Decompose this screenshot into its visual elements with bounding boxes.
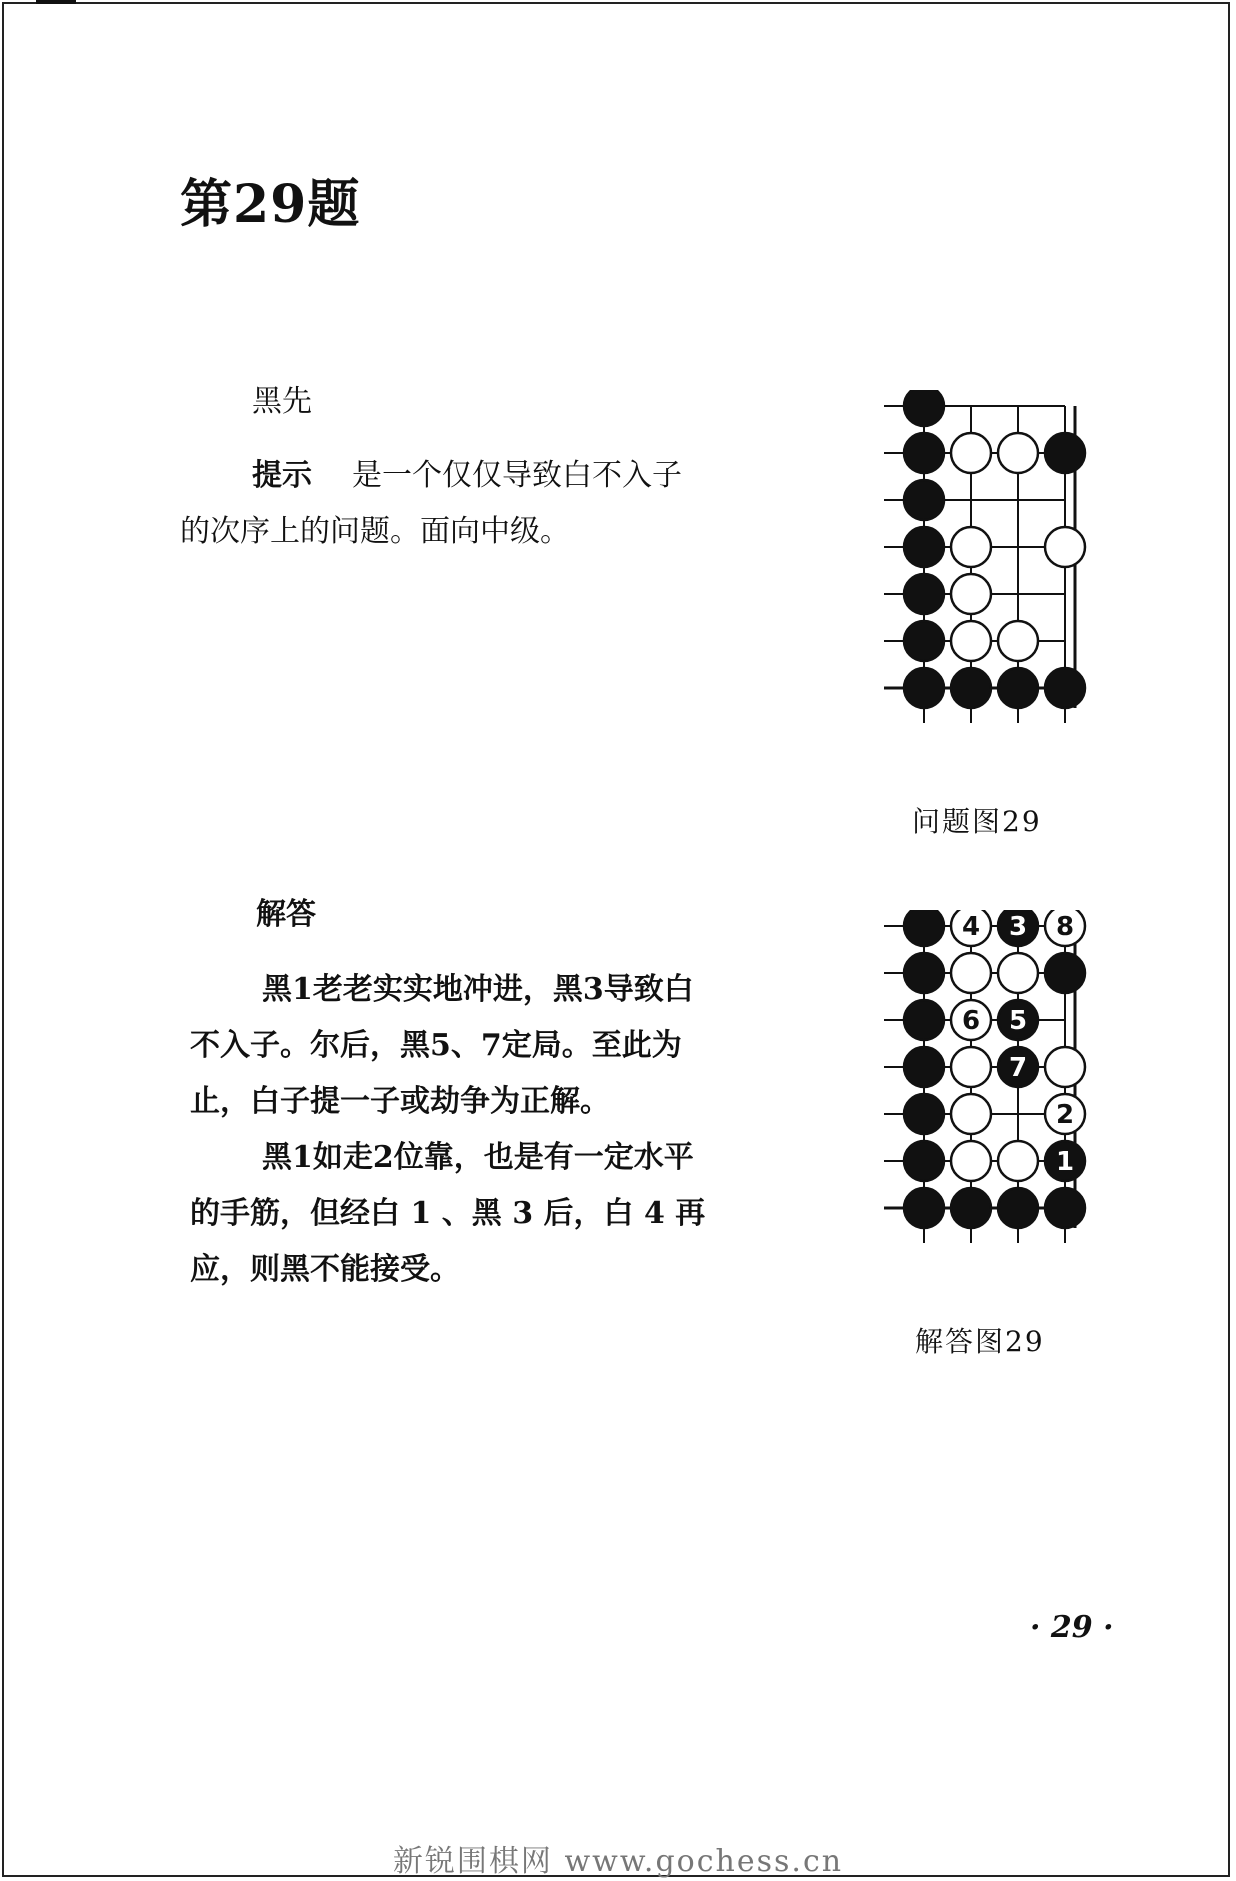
answer-line: 黑1如走2位靠，也是有一定水平 xyxy=(262,1140,694,1175)
hint-text-2: 的次序上的问题。面向中级。 xyxy=(180,514,570,549)
black-stone xyxy=(1045,433,1085,473)
white-stone xyxy=(951,527,991,567)
hint-label: 提示 xyxy=(252,458,312,493)
white-stone xyxy=(1045,1047,1085,1087)
white-stone xyxy=(1045,1094,1085,1134)
answer-line: 应，则黑不能接受。 xyxy=(190,1252,460,1287)
black-stone xyxy=(951,668,991,708)
black-stone xyxy=(904,953,944,993)
move-number: 8 xyxy=(1055,912,1075,942)
problem-title: 第29题 xyxy=(180,174,361,235)
black-stone xyxy=(904,668,944,708)
black-stone xyxy=(1045,1141,1085,1181)
black-stone xyxy=(998,1047,1038,1087)
white-stone xyxy=(951,1047,991,1087)
problem-board xyxy=(860,390,1100,760)
black-stone xyxy=(1045,1188,1085,1228)
white-stone xyxy=(951,433,991,473)
white-stone xyxy=(1045,910,1085,946)
answer-board xyxy=(860,910,1100,1280)
answer-line: 的手筋，但经白 1 、黑 3 后，白 4 再 xyxy=(190,1196,706,1231)
answer-line: 不入子。尔后，黑5、7定局。至此为 xyxy=(190,1028,682,1063)
black-stone xyxy=(904,910,944,946)
white-stone xyxy=(951,574,991,614)
answer-caption: 解答图29 xyxy=(915,1325,1045,1358)
black-stone xyxy=(998,1000,1038,1040)
move-number: 2 xyxy=(1055,1100,1075,1130)
black-stone xyxy=(904,621,944,661)
black-stone xyxy=(951,1188,991,1228)
problem-caption: 问题图29 xyxy=(912,805,1042,838)
white-stone xyxy=(998,1141,1038,1181)
white-stone xyxy=(951,1000,991,1040)
black-stone xyxy=(904,527,944,567)
white-stone xyxy=(951,910,991,946)
white-stone xyxy=(998,621,1038,661)
move-number: 4 xyxy=(961,912,981,942)
move-number: 5 xyxy=(1008,1006,1028,1036)
black-stone xyxy=(904,1000,944,1040)
answer-line: 止，白子提一子或劫争为正解。 xyxy=(190,1084,610,1119)
footer-watermark: 新锐围棋网 www.gochess.cn xyxy=(392,1844,844,1879)
black-stone xyxy=(1045,953,1085,993)
answer-line: 黑1老老实实地冲进，黑3导致白 xyxy=(262,972,694,1007)
black-stone xyxy=(998,1188,1038,1228)
white-stone xyxy=(998,953,1038,993)
black-stone xyxy=(904,390,944,426)
black-stone xyxy=(1045,668,1085,708)
white-stone xyxy=(951,1094,991,1134)
move-number: 1 xyxy=(1055,1147,1075,1177)
black-stone xyxy=(904,574,944,614)
black-stone xyxy=(904,480,944,520)
black-stone xyxy=(998,910,1038,946)
black-stone xyxy=(904,1188,944,1228)
move-number: 3 xyxy=(1008,912,1028,942)
black-stone xyxy=(998,668,1038,708)
black-stone xyxy=(904,433,944,473)
hint-text-1: 是一个仅仅导致白不入子 xyxy=(352,458,682,493)
answer-heading: 解答 xyxy=(256,897,316,932)
white-stone xyxy=(1045,527,1085,567)
side-to-move: 黑先 xyxy=(252,384,312,419)
black-stone xyxy=(904,1094,944,1134)
black-stone xyxy=(904,1141,944,1181)
white-stone xyxy=(998,433,1038,473)
move-number: 6 xyxy=(961,1006,981,1036)
move-number: 7 xyxy=(1008,1053,1028,1083)
white-stone xyxy=(951,953,991,993)
white-stone xyxy=(951,621,991,661)
black-stone xyxy=(904,1047,944,1087)
scan-mark xyxy=(36,0,76,4)
white-stone xyxy=(951,1141,991,1181)
page-number: · 29 · xyxy=(1030,1610,1114,1645)
